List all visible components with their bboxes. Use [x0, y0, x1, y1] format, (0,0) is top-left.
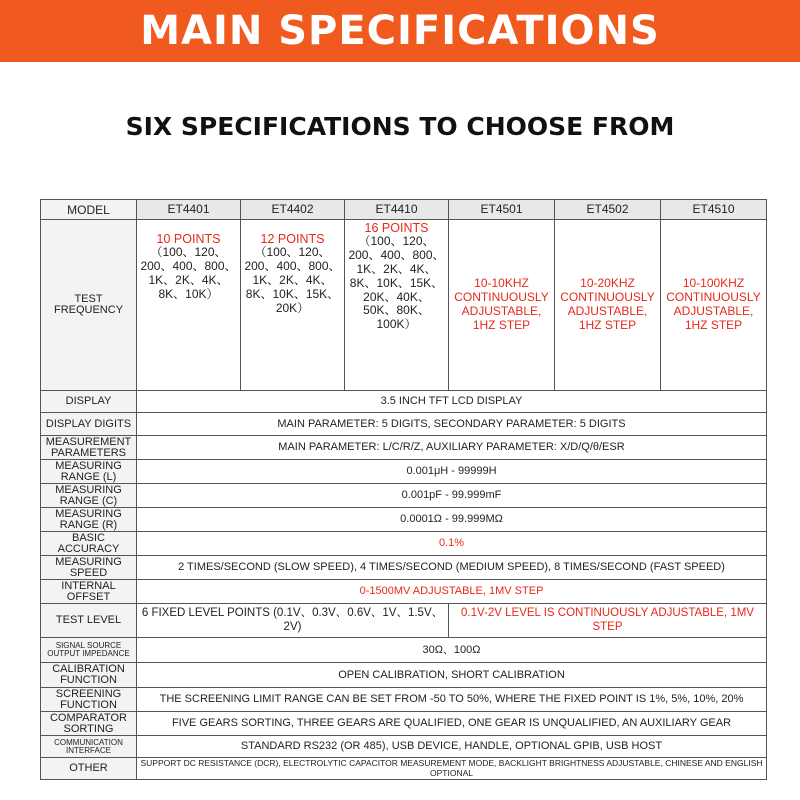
model-cell: ET4510 [661, 200, 767, 220]
frequency-cell: 10-100KHZ CONTINUOUSLY ADJUSTABLE, 1HZ STEP [661, 220, 767, 391]
row-label: CALIBRATION FUNCTION [41, 663, 137, 688]
spec-row-screening [41, 688, 767, 712]
model-cell: ET4501 [449, 200, 555, 220]
row-label: SIGNAL SOURCE OUTPUT IMPEDANCE [41, 638, 137, 663]
spec-row-communication [41, 736, 767, 758]
spec-row-range-c [41, 484, 767, 508]
header-row [41, 200, 767, 220]
row-value: MAIN PARAMETER: 5 DIGITS, SECONDARY PARAMETER: 5 DIGITS [137, 413, 767, 436]
banner-title: MAIN SPECIFICATIONS [140, 8, 660, 54]
spec-row-display [41, 391, 767, 413]
frequency-cell: 10-10KHZ CONTINUOUSLY ADJUSTABLE, 1HZ STEP [449, 220, 555, 391]
frequency-points: 16 POINTS [364, 221, 429, 235]
model-cell: ET4410 [345, 200, 449, 220]
spec-row-measuring-speed [41, 556, 767, 580]
spec-row-other [41, 758, 767, 780]
row-value: 0.1% [137, 532, 767, 556]
frequency-cell [241, 220, 345, 391]
row-value: MAIN PARAMETER: L/C/R/Z, AUXILIARY PARAMETER: X/D/Q/θ/ESR [137, 436, 767, 460]
model-cell: ET4402 [241, 200, 345, 220]
spec-row-output-impedance [41, 638, 767, 663]
row-value: SUPPORT DC RESISTANCE (DCR), ELECTROLYTIC CAPACITOR MEASUREMENT MODE, BACKLIGHT BRIGHTNESS ADJUSTABLE, CHINESE AND ENGLISH OPTIONAL [137, 758, 767, 780]
frequency-list: （100、120、200、400、800、1K、2K、4K、8K、10K、15K、20K） [244, 245, 341, 315]
row-label: MEASURING RANGE (L) [41, 460, 137, 484]
row-value: THE SCREENING LIMIT RANGE CAN BE SET FROM -50 TO 50%, WHERE THE FIXED POINT IS 1%, 5%, 10%, 20% [137, 688, 767, 712]
spec-row-measurement-parameters [41, 436, 767, 460]
frequency-list: （100、120、200、400、800、1K、2K、4K、8K、10K） [140, 245, 237, 301]
spec-row-test-level [41, 604, 767, 638]
row-label: MEASUREMENT PARAMETERS [41, 436, 137, 460]
page-subtitle: SIX SPECIFICATIONS TO CHOOSE FROM [125, 112, 675, 141]
row-value: 0.0001Ω - 99.999MΩ [137, 508, 767, 532]
row-label: MEASURING RANGE (R) [41, 508, 137, 532]
frequency-cell [137, 220, 241, 391]
model-cell: ET4401 [137, 200, 241, 220]
row-label: INTERNAL OFFSET [41, 580, 137, 604]
row-label: COMPARATOR SORTING [41, 712, 137, 736]
test-level-fixed: 6 FIXED LEVEL POINTS (0.1V、0.3V、0.6V、1V、1.5V、2V) [137, 604, 449, 638]
row-label: COMMUNICATION INTERFACE [41, 736, 137, 758]
spec-row-range-l [41, 460, 767, 484]
row-label: TEST LEVEL [41, 604, 137, 638]
row-label: DISPLAY [41, 391, 137, 413]
row-value: 0-1500MV ADJUSTABLE, 1MV STEP [137, 580, 767, 604]
header-banner [0, 0, 800, 62]
frequency-cell [345, 220, 449, 391]
row-value: FIVE GEARS SORTING, THREE GEARS ARE QUALIFIED, ONE GEAR IS UNQUALIFIED, AN AUXILIARY GEAR [137, 712, 767, 736]
test-frequency-row [41, 220, 767, 391]
spec-row-display-digits [41, 413, 767, 436]
row-value: OPEN CALIBRATION, SHORT CALIBRATION [137, 663, 767, 688]
row-label: SCREENING FUNCTION [41, 688, 137, 712]
row-label: OTHER [41, 758, 137, 780]
spec-row-calibration [41, 663, 767, 688]
test-level-adjustable: 0.1V-2V LEVEL IS CONTINUOUSLY ADJUSTABLE, 1MV STEP [449, 604, 767, 638]
frequency-points: 12 POINTS [260, 232, 325, 246]
row-value: 3.5 INCH TFT LCD DISPLAY [137, 391, 767, 413]
row-label: BASIC ACCURACY [41, 532, 137, 556]
row-label: TEST FREQUENCY [41, 220, 137, 391]
row-label: MEASURING SPEED [41, 556, 137, 580]
frequency-list: （100、120、200、400、800、1K、2K、4K、8K、10K、15K、20K、40K、50K、80K、100K） [348, 234, 445, 332]
row-value: STANDARD RS232 (OR 485), USB DEVICE, HANDLE, OPTIONAL GPIB, USB HOST [137, 736, 767, 758]
row-value: 2 TIMES/SECOND (SLOW SPEED), 4 TIMES/SECOND (MEDIUM SPEED), 8 TIMES/SECOND (FAST SPEED) [137, 556, 767, 580]
model-label: MODEL [41, 200, 137, 220]
frequency-points: 10 POINTS [156, 232, 221, 246]
frequency-cell: 10-20KHZ CONTINUOUSLY ADJUSTABLE, 1HZ STEP [555, 220, 661, 391]
row-value: 0.001pF - 99.999mF [137, 484, 767, 508]
row-label: MEASURING RANGE (C) [41, 484, 137, 508]
spec-row-basic-accuracy [41, 532, 767, 556]
row-value: 30Ω、100Ω [137, 638, 767, 663]
spec-table [40, 199, 767, 780]
row-value: 0.001μH - 99999H [137, 460, 767, 484]
spec-row-internal-offset [41, 580, 767, 604]
spec-row-range-r [41, 508, 767, 532]
model-cell: ET4502 [555, 200, 661, 220]
spec-row-comparator [41, 712, 767, 736]
row-label: DISPLAY DIGITS [41, 413, 137, 436]
